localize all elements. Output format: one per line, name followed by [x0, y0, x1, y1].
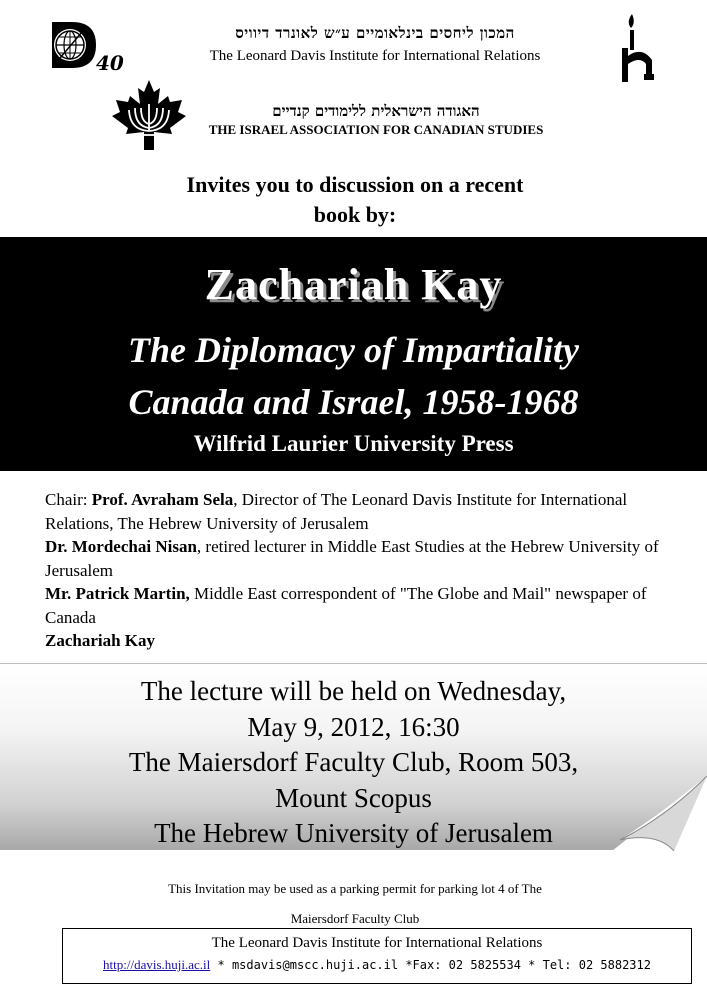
participant-chair: [45, 488, 675, 535]
footer-tel: * Tel: 02 5882312: [520, 958, 651, 972]
davis-institute-hebrew-name: המכון ליחסים בינלאומיים ע״ש לאונרד דיוויס: [235, 24, 515, 42]
footer-institute-name: The Leonard Davis Institute for International Relations: [211, 935, 543, 951]
chair-name: Prof. Avraham Sela: [91, 490, 234, 509]
footer-fax: *Fax: 02 5825534: [398, 958, 521, 972]
hebrew-university-logo: [618, 12, 658, 84]
iacs-hebrew-name: האגודה הישראלית ללימודים קנדיים: [272, 102, 480, 120]
event-line-5: The Hebrew University of Jerusalem: [154, 818, 553, 848]
event-line-4: Mount Scopus: [275, 782, 432, 813]
book-title-line-2: Canada and Israel, 1958-1968: [128, 382, 579, 422]
d40-logo-text: 40: [96, 51, 124, 74]
book-publisher: Wilfrid Laurier University Press: [193, 431, 514, 456]
iacs-english-name: THE ISRAEL ASSOCIATION FOR CANADIAN STUDIES: [208, 122, 544, 137]
contact-footer: [62, 928, 692, 984]
parking-line-1: This Invitation may be used as a parking permit for parking lot 4 of The: [168, 881, 542, 896]
footer-email: * msdavis@mscc.huji.ac.il: [210, 958, 399, 972]
participant-3-name: Mr. Patrick Martin,: [45, 584, 190, 603]
maple-leaf-menorah-icon: [108, 78, 190, 152]
participants-list: [45, 488, 675, 653]
page-curl-decoration: [612, 776, 707, 851]
event-line-3: The Maiersdorf Faculty Club, Room 503,: [128, 747, 579, 777]
chair-description: , Director of The Leonard Davis Institute for International Relations, The Hebrew University of Jerusalem: [45, 490, 628, 533]
book-title-line-1: The Diplomacy of Impartiality: [128, 330, 579, 370]
participant-3: [45, 582, 675, 629]
participant-4: [45, 629, 675, 653]
institute-website-link[interactable]: http://davis.huji.ac.il: [103, 957, 211, 972]
globe-icon: [46, 18, 130, 74]
participant-2: [45, 535, 675, 582]
participant-3-description: Middle East correspondent of "The Globe and Mail" newspaper of Canada: [45, 584, 647, 627]
torch-icon: [618, 12, 658, 84]
event-details: [0, 674, 707, 852]
davis-institute-english-name: The Leonard Davis Institute for International Relations: [209, 48, 541, 64]
davis-institute-logo: [46, 18, 130, 74]
event-line-1: The lecture will be held on Wednesday,: [140, 676, 567, 706]
participant-4-name: Zachariah Kay: [45, 631, 156, 650]
iacs-logo: [108, 78, 190, 152]
chair-label: Chair:: [45, 490, 92, 509]
book-banner: [0, 237, 707, 471]
invitation-heading: [60, 170, 650, 230]
event-line-2: May 9, 2012, 16:30: [247, 711, 460, 742]
parking-note: [60, 874, 650, 934]
invitation-line-1: Invites you to discussion on a recent: [186, 172, 524, 197]
event-details-box: [0, 663, 707, 850]
footer-contact-line: [63, 957, 691, 973]
book-author: Zachariah Kay: [204, 260, 503, 309]
participant-2-description: , retired lecturer in Middle East Studies at the Hebrew University of Jerusalem: [45, 537, 659, 580]
parking-line-2: Maiersdorf Faculty Club: [290, 911, 420, 926]
invitation-line-2: book by:: [313, 202, 397, 227]
participant-2-name: Dr. Mordechai Nisan: [45, 537, 197, 556]
